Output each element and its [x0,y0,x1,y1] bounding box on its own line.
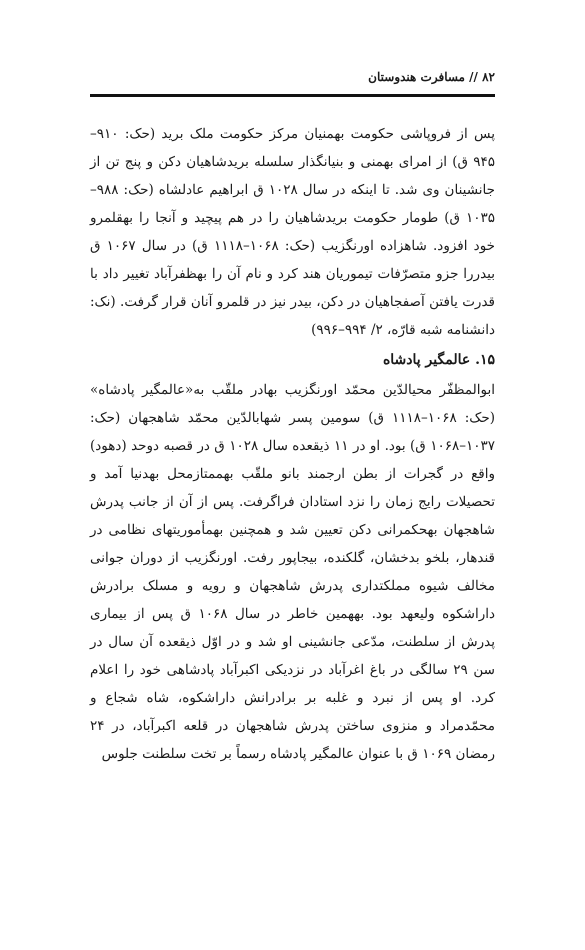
section-paragraph: ابوالمظفّر محیالدّین محمّد اورنگزیب بهادر ملقّب به«عالمگیر پادشاه» (حک: ۱۰۶۸–۱۱۱۸ ق) سومین پسر شهابالدّین محمّد شاهجهان (حک: ۱۰۳۷–۱۰۶۸ ق) بود. او در ۱۱ ذیقعده سال ۱۰۲۸ ق در قصبه دوحد (دهود) واقع در گجرات از بطن ارجمند بانو ملقّب بهممتازمحل بهدنیا آمد و تحصیلات رایج زمان را نزد استادان فراگرفت. پس از آن از جانب پدرش شاهجهان بهحکمرانی دکن تعیین شد و همچنین بهمأموریتهای نظامی در قندهار، بلخو بدخشان، گلکنده، بیجاپور رفت. اورنگزیب از دوران جوانی مخالف شیوه مملکتداری پدرش شاهجهان و رویه و مسلک برادرش داراشکوه ولیعهد بود. بههمین خاطر در سال ۱۰۶۸ ق پس از بیماری پدرش از سلطنت، مدّعی جانشینی او شد و در اوّل ذیقعده آن سال در سن ۲۹ سالگی در باغ اغرآباد در نزدیکی اکبرآباد پادشاهی خود را اعلام کرد. او پس از نبرد و غلبه بر برادرانش داراشکوه، شاه شجاع و محمّدمراد و منزوی ساختن پدرش شاهجهان در قلعه اکبرآباد، در ۲۴ رمضان ۱۰۶۹ ق با عنوان عالمگیر پادشاه رسماً بر تخت سلطنت جلوس [90,382,495,762]
page-body [90,120,495,768]
intro-paragraph: پس از فروپاشی حکومت بهمنیان مرکز حکومت ملک برید (حک: ۹۱۰–۹۴۵ ق) از امرای بهمنی و بنیانگذار سلسله بریدشاهیان دکن و پنج تن از جانشینان وی شد. تا اینکه در سال ۱۰۲۸ ق ابراهیم عادلشاه (حک: ۹۸۸–۱۰۳۵ ق) طومار حکومت بریدشاهیان را در هم پیچید و آنجا را بهقلمرو خود افزود. شاهزاده اورنگزیب (حک: ۱۰۶۸–۱۱۱۸ ق) در سال ۱۰۶۷ ق بیدررا جزو متصرّفات تیموریان هند کرد و نام آن را بهظفرآباد تغییر داد با قدرت یافتن آصفجاهیان در دکن، بیدر نیز در قلمرو آنان قرار گرفت. (نک: دانشنامه شبه قارّه، ۲/ ۹۹۴–۹۹۶) [90,126,496,338]
header-rule [90,94,495,97]
running-head: ۸۲ // مسافرت هندوستان [368,70,495,84]
section-heading: ۱۵. عالمگیر پادشاه [382,352,495,368]
